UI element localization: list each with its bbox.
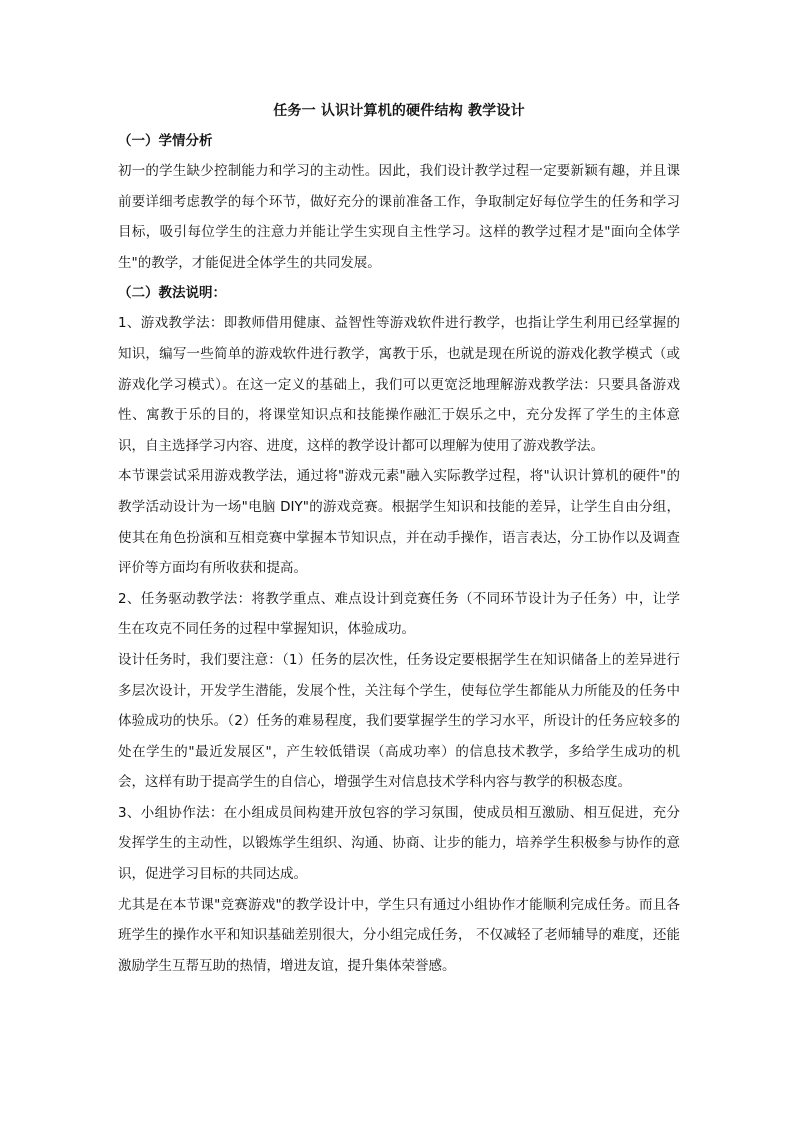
document-title: 任务一 认识计算机的硬件结构 教学设计 [273, 103, 525, 119]
paragraph-competition-game: 尤其是在本节课"竞赛游戏"的教学设计中，学生只有通过小组协作才能顺利完成任务。而且各班学生的操作水平和知识基础差别很大，分小组完成任务， 不仅减轻了老师辅导的难度，还能激励学生互帮互助的热情，增进友谊，提升集体荣誉感。 [118, 896, 680, 974]
section-heading-teaching-methods: （二）教法说明： [118, 285, 226, 302]
paragraph-task-design: 设计任务时，我们要注意：（1）任务的层次性，任务设定要根据学生在知识储备上的差异进行多层次设计，开发学生潜能，发展个性，关注每个学生，使每位学生都能从力所能及的任务中体验成功的快乐。（2）任务的难易程度，我们要掌握学生的学习水平，所设计的任务应较多的处在学生的"最近发展区"，产生较低错误（高成功率）的信息技术教学，多给学生成功的机会，这样有助于提高学生的自信心，增强学生对信息技术学科内容与教学的积极态度。 [118, 651, 680, 791]
paragraph-group-collaboration: 3、小组协作法：在小组成员间构建开放包容的学习氛围，使成员相互激励、相互促进，充分发挥学生的主动性，以锻炼学生组织、沟通、协商、让步的能力，培养学生积极参与协作的意识，促进学习目标的共同达成。 [118, 804, 680, 883]
document-page [118, 100, 680, 981]
section-heading-learner-analysis: （一）学情分析 [118, 133, 213, 149]
paragraph-game-application: 本节课尝试采用游戏教学法，通过将"游戏元素"融入实际教学过程，将"认识计算机的硬件"的教学活动设计为一场"电脑 DIY"的游戏竞赛。根据学生知识和技能的差异，让学生自由分组，使其在角色扮演和互相竞赛中掌握本节知识点，并在动手操作，语言表达，分工协作以及调查评价等方面均有所收获和提高。 [118, 468, 680, 577]
paragraph-learner-analysis: 初一的学生缺少控制能力和学习的主动性。因此，我们设计教学过程一定要新颖有趣，并且课前要详细考虑教学的每个环节，做好充分的课前准备工作，争取制定好每位学生的任务和学习目标，吸引每位学生的注意力并能让学生实现自主性学习。这样的教学过程才是"面向全体学生"的教学，才能促进全体学生的共同发展。 [118, 163, 680, 271]
paragraph-task-driven: 2、任务驱动教学法：将教学重点、难点设计到竞赛任务（不同环节设计为子任务）中，让学生在攻克不同任务的过程中掌握知识，体验成功。 [118, 590, 680, 638]
paragraph-game-teaching: 1、游戏教学法：即教师借用健康、益智性等游戏软件进行教学，也指让学生利用已经掌握的知识，编写一些简单的游戏软件进行教学，寓教于乐，也就是现在所说的游戏化教学模式（或游戏化学习模式）。在这一定义的基础上，我们可以更宽泛地理解游戏教学法：只要具备游戏性、寓教于乐的目的，将课堂知识点和技能操作融汇于娱乐之中，充分发挥了学生的主体意识，自主选择学习内容、进度，这样的教学设计都可以理解为使用了游戏教学法。 [118, 315, 680, 454]
